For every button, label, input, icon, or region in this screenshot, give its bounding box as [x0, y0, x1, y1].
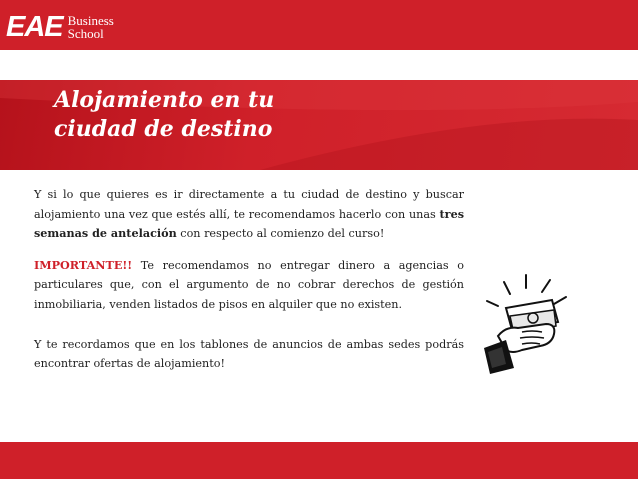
- title-line-1: Alojamiento en tu: [54, 87, 275, 113]
- paragraph-booking-advice: [34, 185, 464, 244]
- warning-text: Te recomendamos no entregar dinero a agencias o particulares que, con el argumento de no cobrar derechos de gestión inmobiliaria, venden listados de pisos en alquiler que no existen.: [34, 258, 464, 311]
- page-title: [54, 86, 374, 144]
- logo-mark: EAE: [6, 10, 63, 43]
- warning-label: IMPORTANTE!!: [34, 257, 133, 272]
- logo-subtitle: [68, 14, 114, 40]
- paragraph-notice-boards: Y te recordamos que en los tablones de anuncios de ambas sedes podrás encontrar ofertas de alojamiento!: [34, 337, 464, 371]
- body-text: [34, 185, 464, 374]
- paragraph1-text-after: con respecto al comienzo del curso!: [176, 227, 385, 241]
- logo-line-business: Business: [67, 13, 114, 28]
- logo-line-school: School: [67, 26, 104, 41]
- header-bar: [0, 0, 638, 50]
- paragraph1-bold: tres semanas de antelación: [34, 206, 464, 241]
- eae-logo[interactable]: [6, 10, 114, 44]
- paragraph-warning: [34, 256, 464, 315]
- title-line-2: ciudad de destino: [54, 116, 273, 142]
- hand-holding-money-icon: [476, 270, 576, 380]
- footer-bar: [0, 442, 638, 479]
- paragraph1-text-before: Y si lo que quieres es ir directamente a tu ciudad de destino y buscar alojamiento una vez que estés allí, te recomendamos hacerlo con unas: [34, 188, 464, 221]
